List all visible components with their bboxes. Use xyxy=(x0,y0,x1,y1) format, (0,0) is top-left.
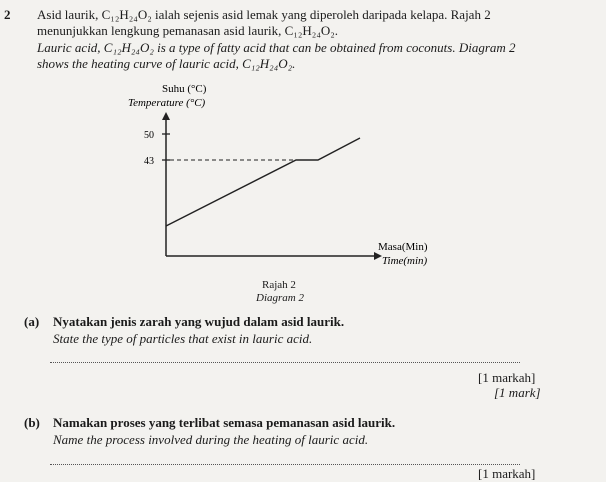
y-axis-arrow xyxy=(162,112,170,120)
intro-english-line-2: shows the heating curve of lauric acid, C₁₂H₂₄O₂. xyxy=(37,56,296,71)
part-a-question-english: State the type of particles that exist in lauric acid. xyxy=(53,331,313,346)
part-b-label: (b) xyxy=(24,415,40,430)
y-axis-label-malay: Suhu (°C) xyxy=(162,83,207,95)
intro-malay-line-2: menunjukkan lengkung pemanasan asid laurik, C₁₂H₂₄O₂. xyxy=(37,23,339,38)
heating-curve-chart xyxy=(120,80,440,270)
question-number: 2 xyxy=(4,7,11,22)
x-axis-label-malay: Masa(Min) xyxy=(378,241,428,253)
part-a-question-malay: Nyatakan jenis zarah yang wujud dalam asid laurik. xyxy=(53,314,345,329)
heating-curve xyxy=(166,138,360,226)
diagram-caption-malay: Rajah 2 xyxy=(262,279,296,291)
x-axis-arrow xyxy=(374,252,382,260)
part-a-label: (a) xyxy=(24,314,40,329)
part-a-marks-malay: [1 markah] xyxy=(478,370,536,385)
y-tick-label-43: 43 xyxy=(144,156,154,167)
diagram-caption-english: Diagram 2 xyxy=(256,292,304,304)
intro-malay-line-1: Asid laurik, C₁₂H₂₄O₂ ialah sejenis asid lemak yang diperoleh daripada kelapa. Rajah 2 xyxy=(37,7,491,22)
part-a-answer-line[interactable] xyxy=(50,362,520,363)
y-axis-label-english: Temperature (°C) xyxy=(128,97,206,109)
y-tick-label-50: 50 xyxy=(144,130,154,141)
part-b-marks-malay: [1 markah] xyxy=(478,466,536,481)
intro-english-line-1: Lauric acid, C₁₂H₂₄O₂ is a type of fatty acid that can be obtained from coconuts. Diagram 2 xyxy=(37,40,516,55)
part-b-answer-line[interactable] xyxy=(50,464,520,465)
part-b-question-malay: Namakan proses yang terlibat semasa pemanasan asid laurik. xyxy=(53,415,396,430)
part-a-marks-english: [1 mark] xyxy=(494,385,541,400)
x-axis-label-english: Time(min) xyxy=(382,255,428,267)
part-b-question-english: Name the process involved during the heating of lauric acid. xyxy=(53,432,369,447)
